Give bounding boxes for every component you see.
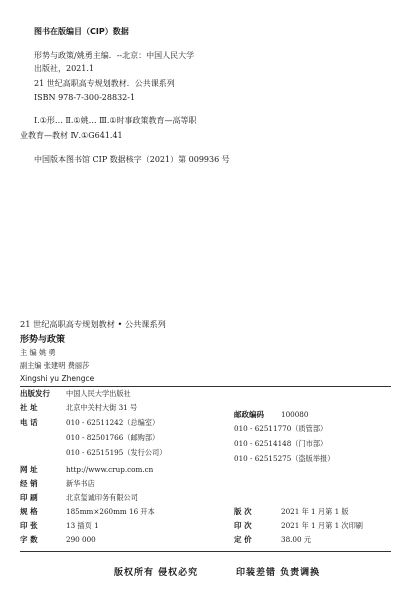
- publisher-label: 出版发行: [20, 389, 50, 398]
- cip-line-publisher: 出版社，2021.1: [34, 64, 94, 73]
- chief-editor: 主 编 姚 勇: [20, 348, 56, 357]
- edition-label: 版 次: [234, 507, 252, 516]
- sheets-label: 印 张: [20, 521, 38, 530]
- cip-line-data-number: 中国版本图书馆 CIP 数据核字（2021）第 009936 号: [34, 155, 230, 164]
- divider-top: [20, 386, 391, 387]
- title-pinyin: Xingshi yu Zhengce: [20, 374, 95, 383]
- phone-value-1: 010 - 62511242（总编室）: [66, 418, 160, 427]
- book-title: 形势与政策: [20, 335, 66, 345]
- phone-value-1b: 010 - 62511770（质管部）: [234, 424, 328, 433]
- copyright-notice: 版权所有 侵权必究: [114, 568, 199, 578]
- sheets-value: 13 插页 1: [66, 521, 99, 530]
- address-label: 社 址: [20, 403, 38, 412]
- website-value: http://www.crup.com.cn: [66, 465, 154, 474]
- impression-label: 印 次: [234, 521, 252, 530]
- cip-line-classification-cont: 业教育—教材 Ⅳ.①G641.41: [20, 131, 123, 140]
- phone-value-3b: 010 - 62515275（盗版举报）: [234, 454, 335, 463]
- divider-bottom: [20, 551, 391, 552]
- distributor-label: 经 销: [20, 479, 38, 488]
- words-value: 290 000: [66, 535, 96, 544]
- phone-value-2: 010 - 82501766（邮购部）: [66, 433, 160, 442]
- deputy-editors: 副主编 张建明 费丽莎: [20, 361, 90, 370]
- phone-value-2b: 010 - 62514148（门市部）: [234, 439, 328, 448]
- address-value: 北京中关村大街 31 号: [66, 403, 138, 412]
- cip-line-title: 形势与政策/姚勇主编．--北京：中国人民大学: [34, 51, 195, 60]
- printer-value: 北京玺诚印务有限公司: [66, 493, 138, 502]
- phone-value-3: 010 - 62515195（发行公司）: [66, 448, 167, 457]
- website-label: 网 址: [20, 465, 38, 474]
- impression-value: 2021 年 1 月第 1 次印刷: [281, 521, 363, 530]
- postcode-value: 100080: [281, 410, 309, 419]
- publisher-value: 中国人民大学出版社: [66, 389, 131, 398]
- postcode-label: 邮政编码: [234, 410, 264, 419]
- phone-label: 电 话: [20, 418, 38, 427]
- spec-value: 185mm×260mm 16 开本: [66, 507, 155, 516]
- series-name: 21 世纪高职高专规划教材 • 公共课系列: [20, 319, 166, 329]
- cip-line-series: 21 世纪高职高专规划教材．公共课系列: [34, 79, 175, 88]
- misprint-notice: 印装差错 负责调换: [236, 568, 321, 578]
- distributor-value: 新华书店: [66, 479, 95, 488]
- price-value: 38.00 元: [281, 535, 312, 544]
- cip-line-classification: Ⅰ.①形… Ⅱ.①姚… Ⅲ.①时事政策教育—高等职: [34, 116, 197, 125]
- cip-line-isbn: ISBN 978-7-300-28832-1: [34, 93, 136, 102]
- words-label: 字 数: [20, 535, 38, 544]
- spec-label: 规 格: [20, 507, 38, 516]
- printer-label: 印 刷: [20, 493, 38, 502]
- edition-value: 2021 年 1 月第 1 版: [281, 507, 349, 516]
- cip-heading: 图书在版编目（CIP）数据: [34, 27, 129, 36]
- price-label: 定 价: [234, 535, 252, 544]
